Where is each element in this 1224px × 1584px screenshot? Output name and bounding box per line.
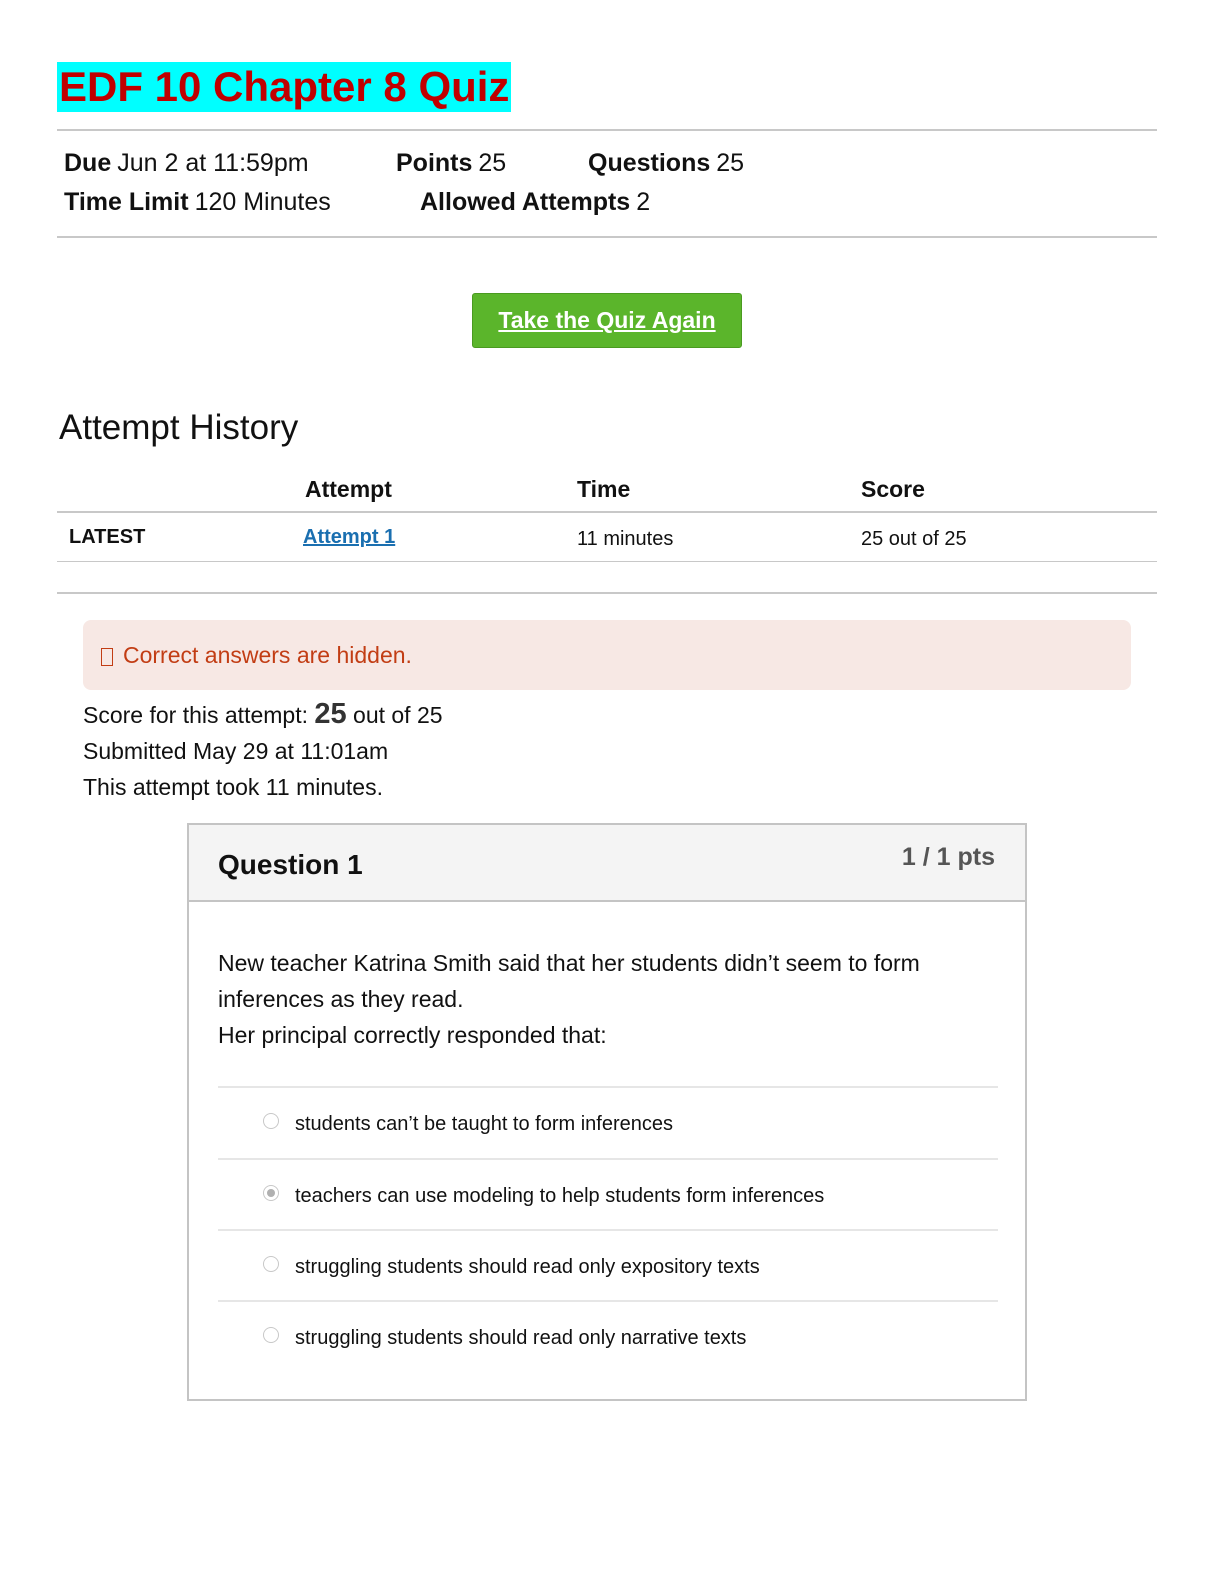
- divider: [57, 592, 1157, 594]
- column-header-time: Time: [577, 476, 631, 502]
- question-text-line: inferences as they read.: [218, 986, 464, 1012]
- points-meta: [396, 149, 506, 178]
- answer-label: students can’t be taught to form inferences: [295, 1113, 673, 1135]
- attempt-score-line: [83, 698, 443, 731]
- question-text-line: New teacher Katrina Smith said that her students didn’t seem to form: [218, 950, 920, 976]
- latest-badge: LATEST: [69, 526, 146, 548]
- question-card: [187, 823, 1027, 1401]
- radio-button[interactable]: [263, 1256, 279, 1272]
- score-suffix: out of 25: [353, 702, 443, 728]
- points-value: 25: [478, 149, 507, 177]
- column-header-attempt: Attempt: [305, 476, 392, 502]
- attempt-history-heading: Attempt History: [59, 408, 299, 447]
- time-limit-value: 120 Minutes: [194, 188, 331, 216]
- radio-button[interactable]: [263, 1327, 279, 1343]
- attempt-1-link[interactable]: Attempt 1: [303, 526, 396, 548]
- questions-meta: [588, 149, 744, 178]
- time-limit-label: Time Limit: [64, 188, 189, 216]
- correct-answers-hidden-alert: [83, 620, 1131, 690]
- radio-button[interactable]: [263, 1113, 279, 1129]
- score-prefix: Score for this attempt:: [83, 702, 308, 728]
- answer-label: struggling students should read only expository texts: [295, 1256, 760, 1278]
- time-limit-meta: [64, 188, 331, 217]
- due-label: Due: [64, 149, 112, 177]
- question-header: [189, 825, 1025, 902]
- points-label: Points: [396, 149, 473, 177]
- allowed-attempts-meta: [420, 188, 650, 217]
- take-quiz-again-button[interactable]: Take the Quiz Again: [472, 293, 742, 348]
- column-header-score: Score: [861, 476, 925, 502]
- due-value: Jun 2 at 11:59pm: [117, 149, 309, 177]
- info-icon: [101, 648, 113, 666]
- question-title: Question 1: [218, 849, 363, 880]
- due-meta: [64, 149, 309, 178]
- answer-label: teachers can use modeling to help students form inferences: [295, 1185, 825, 1207]
- submitted-line: Submitted May 29 at 11:01am: [83, 738, 389, 764]
- radio-button-selected[interactable]: [263, 1185, 279, 1201]
- questions-label: Questions: [588, 149, 711, 177]
- answer-option[interactable]: [218, 1088, 998, 1158]
- table-header-divider: [57, 511, 1157, 513]
- question-points: 1 / 1 pts: [901, 843, 995, 871]
- attempt-time: 11 minutes: [577, 528, 674, 550]
- score-value: 25: [314, 698, 347, 730]
- answer-option[interactable]: [218, 1231, 998, 1301]
- divider: [57, 129, 1157, 131]
- attempt-link-cell: [303, 526, 395, 549]
- allowed-attempts-label: Allowed Attempts: [420, 188, 631, 216]
- question-text: [218, 945, 998, 1053]
- table-row-divider: [57, 561, 1157, 562]
- questions-value: 25: [716, 149, 745, 177]
- duration-line: This attempt took 11 minutes.: [83, 774, 383, 800]
- alert-text: Correct answers are hidden.: [123, 641, 412, 668]
- question-text-line: Her principal correctly responded that:: [218, 1022, 607, 1048]
- allowed-attempts-value: 2: [636, 188, 651, 216]
- quiz-title: EDF 10 Chapter 8 Quiz: [59, 63, 510, 110]
- answer-label: struggling students should read only narrative texts: [295, 1327, 747, 1349]
- divider: [57, 236, 1157, 238]
- answer-option[interactable]: [218, 1302, 998, 1372]
- answer-option[interactable]: [218, 1160, 998, 1230]
- attempt-score: 25 out of 25: [861, 528, 967, 550]
